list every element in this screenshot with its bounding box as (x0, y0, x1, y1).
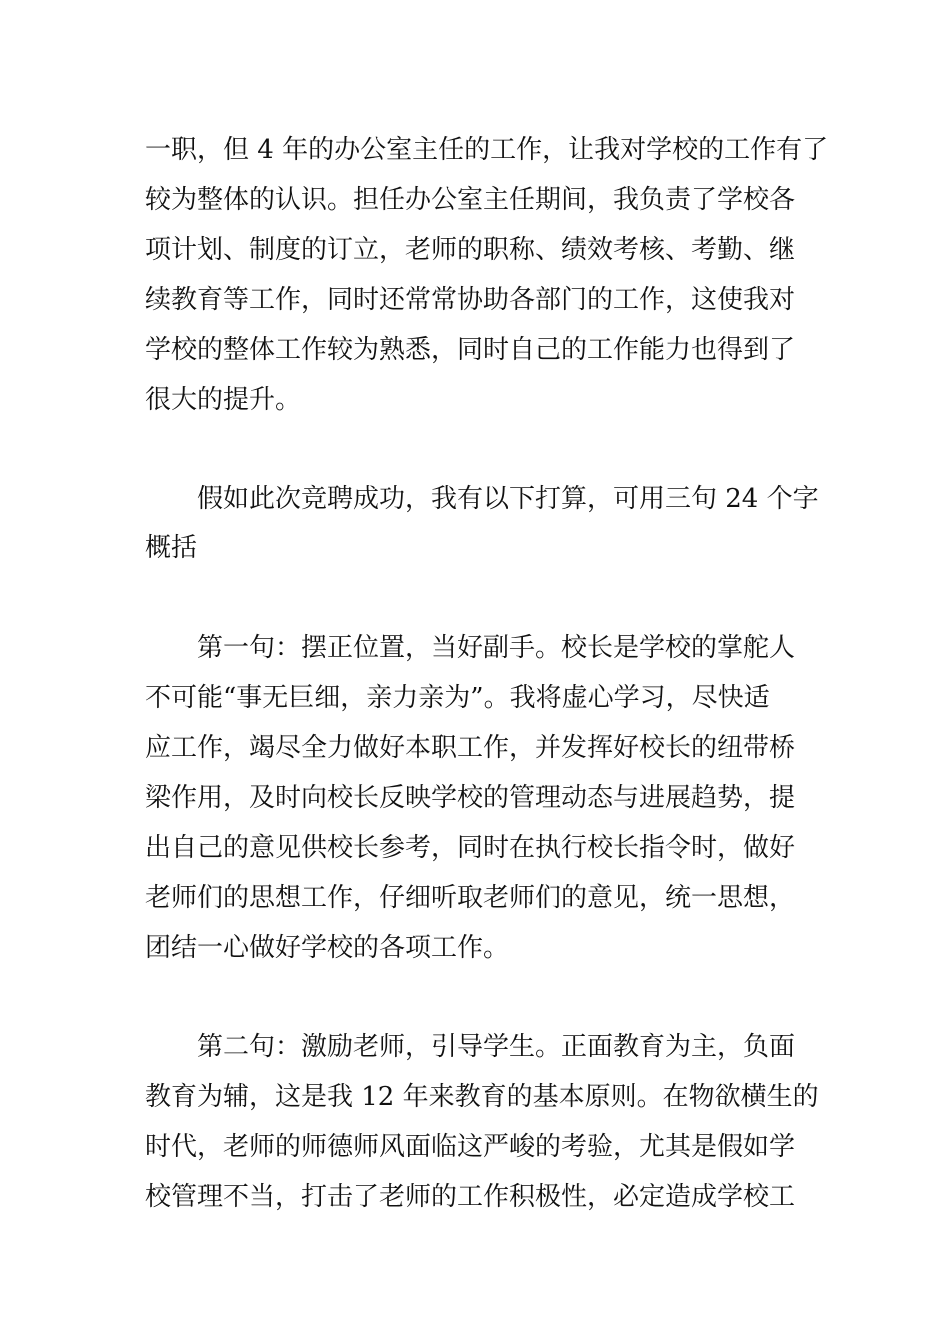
paragraph-line: 假如此次竞聘成功，我有以下打算，可用三句 24 个字 (197, 484, 819, 514)
paragraph-line: 时代，老师的师德师风面临这严峻的考验，尤其是假如学 (145, 1132, 796, 1162)
paragraph-line: 第一句：摆正位置，当好副手。校长是学校的掌舵人 (197, 633, 796, 663)
paragraph-line: 老师们的思想工作，仔细听取老师们的意见，统一思想， (145, 883, 796, 913)
paragraph-line: 梁作用，及时向校长反映学校的管理动态与进展趋势，提 (145, 783, 796, 813)
paragraph-line: 概括 (145, 533, 198, 563)
paragraph-line: 续教育等工作，同时还常常协助各部门的工作，这使我对 (145, 285, 796, 315)
paragraph-line: 较为整体的认识。担任办公室主任期间，我负责了学校各 (145, 185, 796, 215)
paragraph-line: 一职，但 4 年的办公室主任的工作，让我对学校的工作有了 (145, 135, 829, 165)
paragraph-line: 出自己的意见供校长参考，同时在执行校长指令时，做好 (145, 833, 796, 863)
paragraph-line: 校管理不当，打击了老师的工作积极性，必定造成学校工 (145, 1182, 796, 1212)
paragraph-line: 应工作，竭尽全力做好本职工作，并发挥好校长的纽带桥 (145, 733, 796, 763)
paragraph-line: 第二句：激励老师，引导学生。正面教育为主，负面 (197, 1032, 796, 1062)
paragraph-line: 不可能“事无巨细，亲力亲为”。我将虚心学习，尽快适 (145, 683, 770, 713)
paragraph-line: 很大的提升。 (145, 385, 302, 415)
paragraph-line: 项计划、制度的订立，老师的职称、绩效考核、考勤、继 (145, 235, 796, 265)
paragraph-line: 学校的整体工作较为熟悉，同时自己的工作能力也得到了 (145, 335, 796, 365)
paragraph-line: 教育为辅，这是我 12 年来教育的基本原则。在物欲横生的 (145, 1082, 819, 1112)
paragraph-line: 团结一心做好学校的各项工作。 (145, 933, 510, 963)
